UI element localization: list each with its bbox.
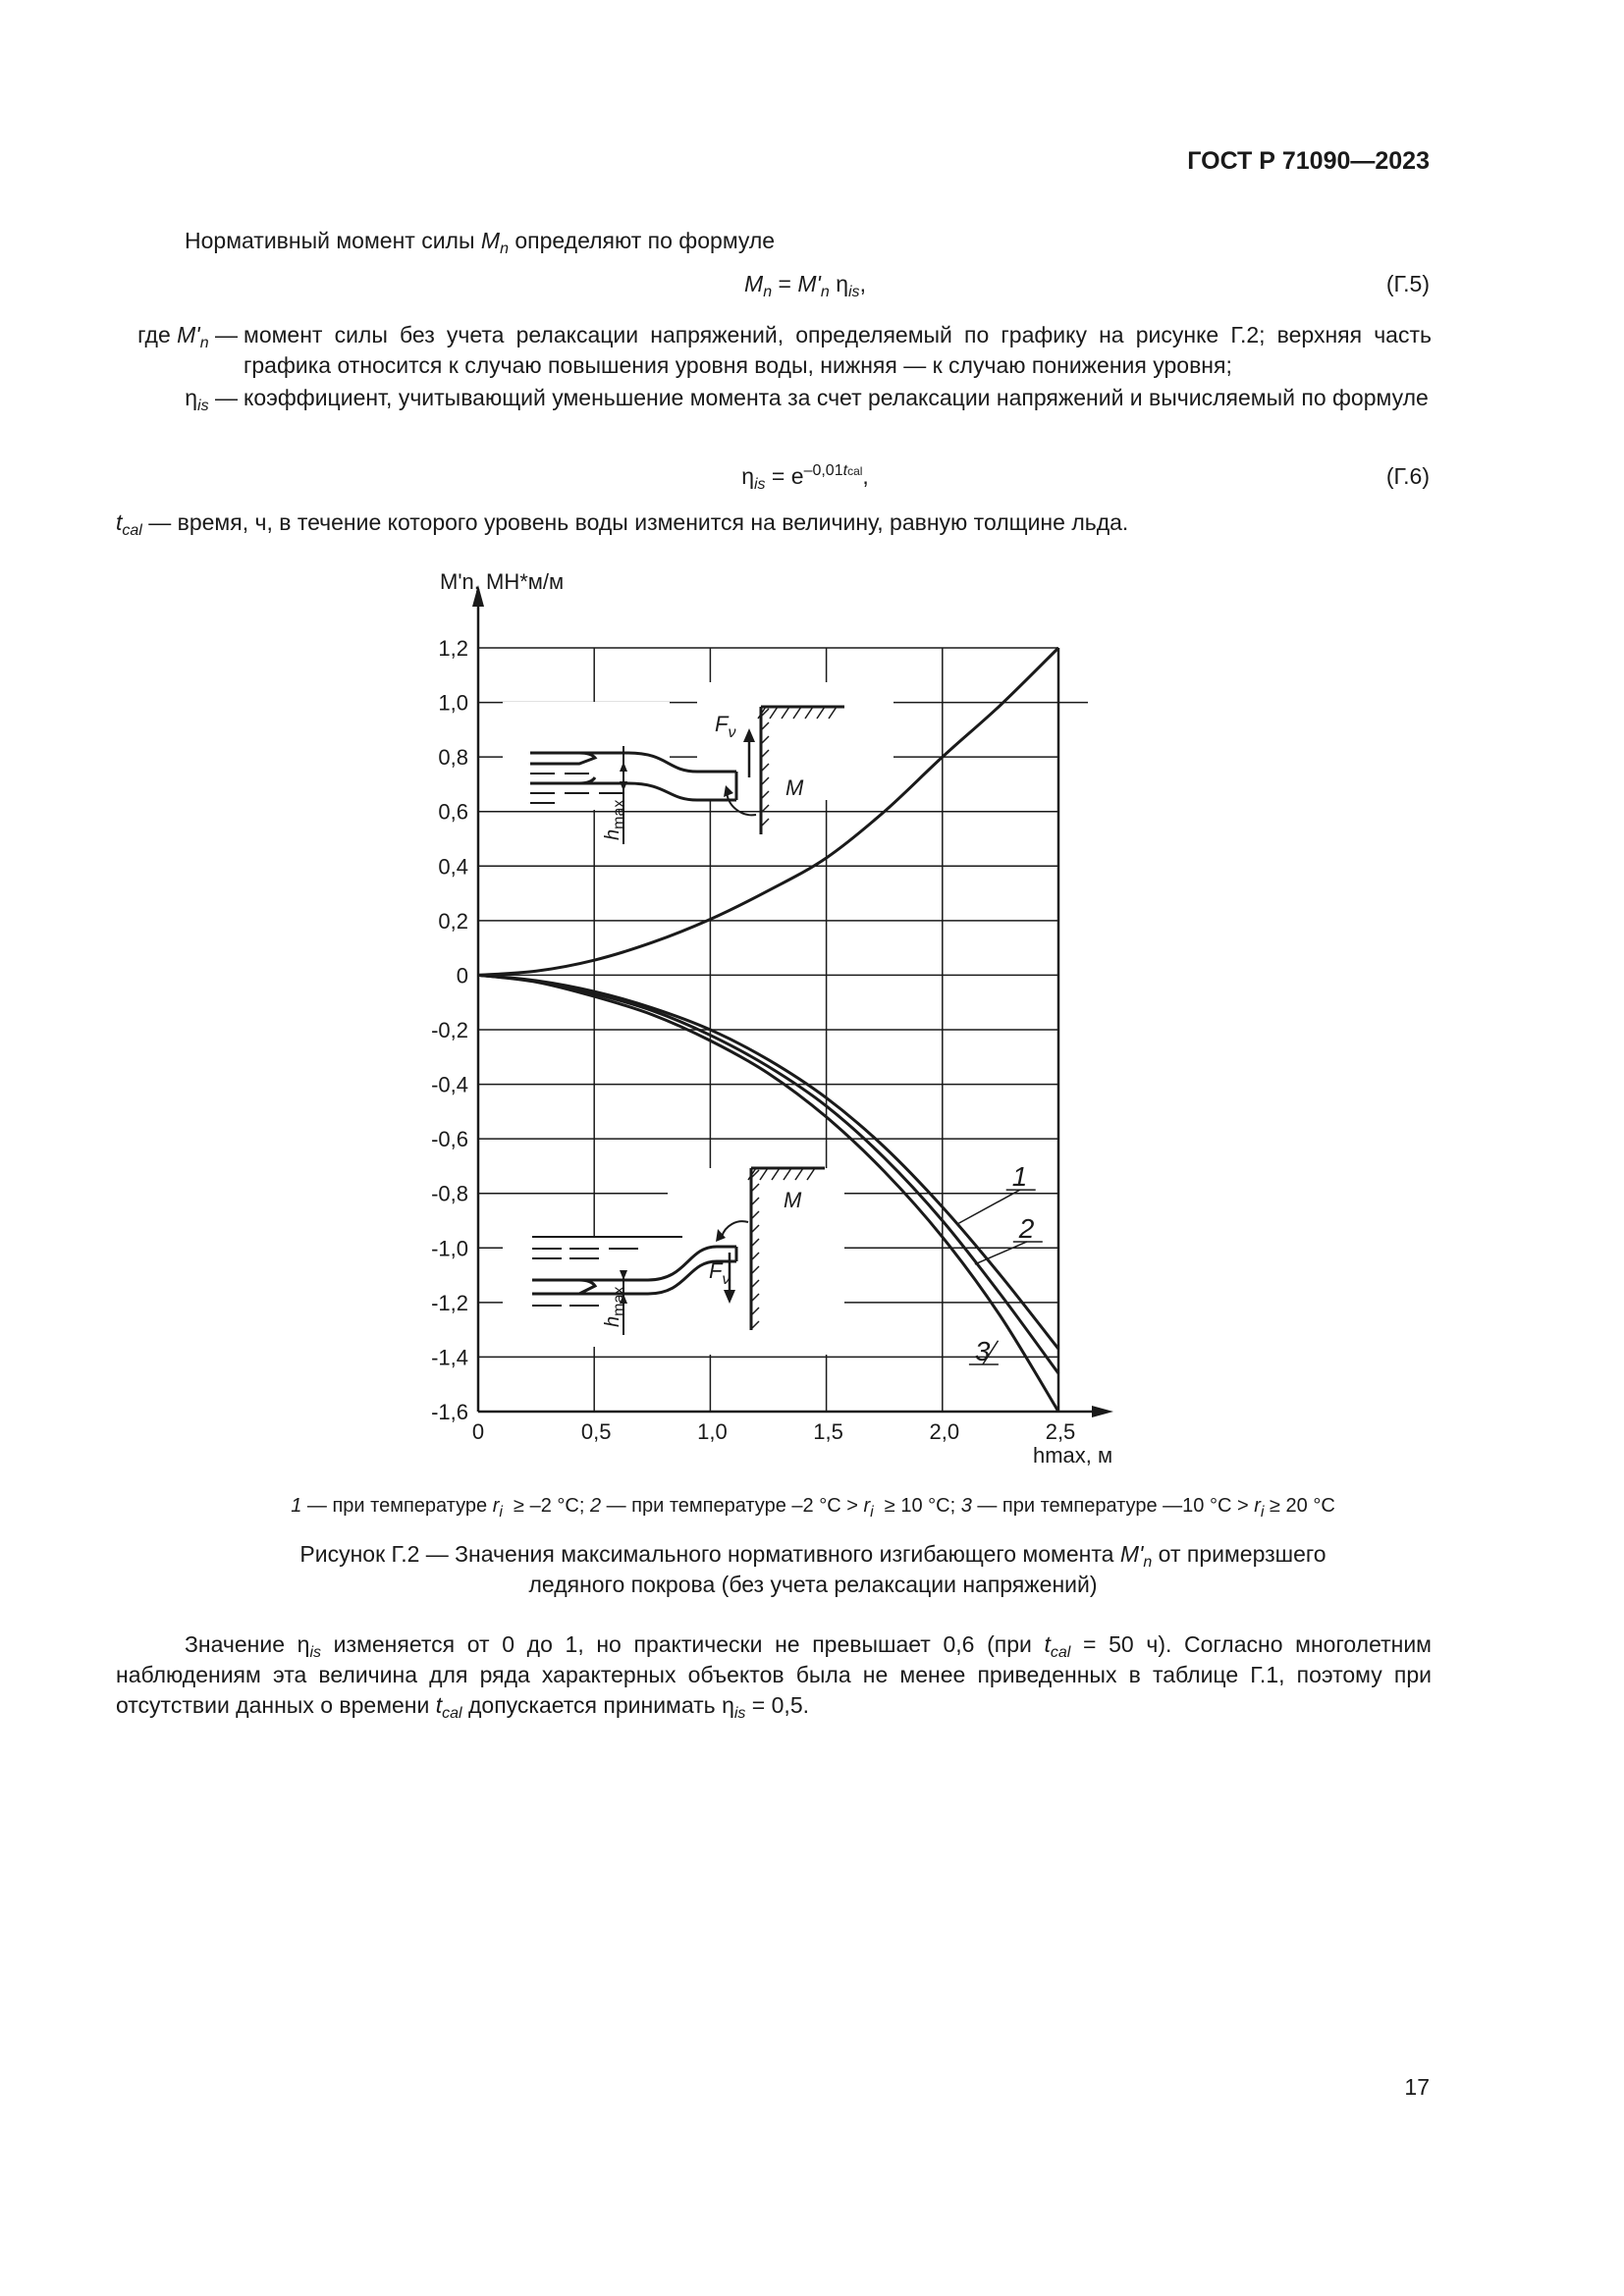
definition-term: $\eta_{is}$ —: [185, 385, 238, 414]
inset-height-label-bottom: $h_{max}$: [602, 1286, 627, 1327]
x-tick-label: 0,5: [580, 1419, 612, 1444]
y-tick-label: -1,4: [431, 1345, 468, 1370]
inset-moment-label-top: M: [785, 775, 804, 800]
curve-label-2: 2: [1018, 1212, 1035, 1244]
closing-paragraph: Значение $\eta_{is}$ изменяется от 0 до 1, но практически не превышает 0,6 (при $t_{cal} = 50$ ч). Согласно многолетним наблюдениям эта величина для ряда характерных объектов была не менее приведенных в таблице Г.1, поэтому при отсутствии данных о времени $t_{cal}$ допускается принимать $\eta_{is} = 0,5$.: [116, 1631, 1432, 1722]
page-number: 17: [1404, 2074, 1430, 2100]
y-tick-label: 0,2: [438, 908, 468, 934]
x-tick-label: 2,5: [1045, 1419, 1076, 1444]
inset-moment-label-bottom: M: [784, 1188, 802, 1212]
leader-line-1: [958, 1190, 1019, 1223]
curve-label-1: 1: [1011, 1161, 1028, 1193]
x-axis-label: hmax, м: [1033, 1443, 1113, 1468]
figure-caption: [116, 1539, 1510, 1600]
y-tick-label: -0,2: [431, 1018, 468, 1042]
definitions-list: [116, 320, 1432, 415]
legend-item-2: 2 — при температуре –2 $^\circ С > r_i \ge 10$ °С;: [589, 1495, 961, 1521]
definition-text: момент силы без учета релаксации напряжений, определяемый по графику на рисунке Г.2; верхняя часть графика относится к случаю повышения уровня воды, нижняя — к случаю понижения уровня;: [244, 322, 1432, 378]
legend-item-3: 3 — при температуре —10 $^\circ С > r_i \ge 20$ °С: [960, 1495, 1335, 1521]
legend-item-1: 1 — при температуре $r_i \ge -2$ °С;: [291, 1495, 590, 1521]
inset-force-label-top: $F_\nu$: [715, 712, 736, 741]
equation-number-g5: (Г.5): [1385, 271, 1430, 296]
y-tick-label: 0,8: [438, 745, 468, 771]
figure-g2-chart: [373, 550, 1159, 1492]
equation-number-g6: (Г.6): [1385, 463, 1430, 489]
y-tick-labels: [431, 636, 468, 1424]
x-tick-label: 0: [471, 1419, 485, 1444]
y-tick-label: 1,0: [438, 690, 468, 716]
x-tick-label: 1,5: [813, 1419, 843, 1444]
x-tick-label: 2,0: [929, 1419, 960, 1444]
tcal-definition: $t_{cal}$ — время, ч, в течение которого уровень воды изменится на величину, равную толщине льда.: [116, 509, 1129, 539]
y-tick-label: -0,6: [431, 1127, 468, 1152]
caption-line-1: Рисунок Г.2 — Значения максимального нормативного изгибающего момента $M'_n$ от примерзшего: [299, 1541, 1326, 1571]
caption-line-2: ледяного покрова (без учета релаксации напряжений): [528, 1572, 1098, 1597]
definition-m: [116, 320, 1432, 381]
y-tick-label: -1,2: [431, 1290, 468, 1315]
inset-height-label-top: $h_{max}$: [602, 799, 627, 840]
chart-svg: [373, 550, 1159, 1492]
y-tick-label: 0,4: [438, 854, 468, 880]
x-tick-label: 1,0: [697, 1419, 728, 1444]
y-tick-label: -0,8: [431, 1181, 468, 1206]
y-tick-label: 1,2: [438, 636, 468, 661]
definition-term: где $M'_n$ —: [137, 322, 238, 351]
y-tick-label: -1,0: [431, 1236, 468, 1261]
x-axis-arrow: [1092, 1406, 1113, 1417]
definition-eta: [116, 383, 1432, 413]
curve-label-3: 3: [974, 1335, 991, 1366]
y-tick-label: 0: [456, 963, 468, 988]
document-header: ГОСТ Р 71090—2023: [1187, 147, 1430, 175]
y-axis-label: M'n, МН*м/м: [440, 569, 565, 594]
y-tick-label: 0,6: [438, 799, 468, 825]
y-tick-label: -1,6: [431, 1400, 468, 1424]
x-tick-labels: [472, 1419, 1075, 1444]
inset-force-label-bottom: $F_\nu$: [709, 1258, 731, 1288]
figure-legend: [116, 1495, 1510, 1521]
definition-text: коэффициент, учитывающий уменьшение момента за счет релаксации напряжений и вычисляемый по формуле: [244, 385, 1429, 410]
y-tick-label: -0,4: [431, 1072, 468, 1097]
formula-g5: $M_n = M'_n$ $\eta_{is}$,: [744, 271, 866, 300]
inset-rising-water: [503, 682, 893, 844]
intro-line: Нормативный момент силы $M_n$ определяют по формуле: [185, 228, 776, 257]
formula-g6: $\eta_{is} = e^{-0,01tcal}$,: [741, 462, 869, 493]
